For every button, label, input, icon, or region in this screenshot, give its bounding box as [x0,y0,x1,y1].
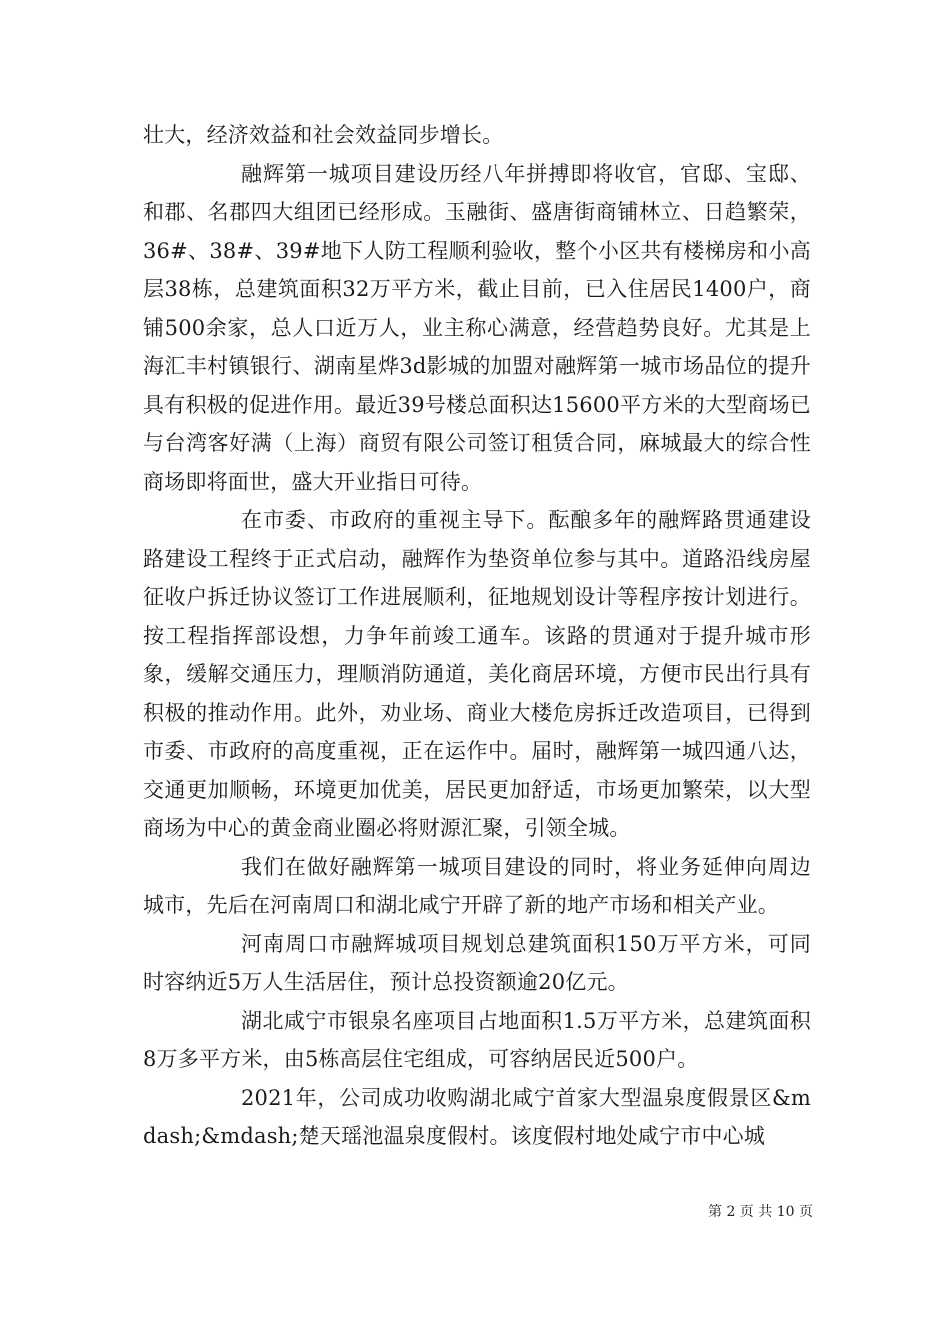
paragraph-1: 壮大，经济效益和社会效益同步增长。 [143,123,504,147]
paragraph-4: 我们在做好融辉第一城项目建设的同时，将业务延伸向周边城市，先后在河南周口和湖北咸宁开辟了新的地产市场和相关产业。 [143,854,811,917]
paragraph-5: 河南周口市融辉城项目规划总建筑面积150万平方米，可同时容纳近5万人生活居住，预计总投资额逾20亿元。 [143,931,811,994]
paragraph-6: 湖北咸宁市银泉名座项目占地面积1.5万平方米，总建筑面积8万多平方米，由5栋高层住宅组成，可容纳居民近500户。 [143,1008,811,1071]
body-text [143,116,811,1156]
paragraph-2: 融辉第一城项目建设历经八年拼搏即将收官，官邸、宝邸、和郡、名郡四大组团已经形成。玉融街、盛唐街商铺林立、日趋繁荣，36#、38#、39#地下人防工程顺利验收，整个小区共有楼梯房和小高层38栋，总建筑面积32万平方米，截止目前，已入住居民1400户，商铺500余家，总人口近万人，业主称心满意，经营趋势良好。尤其是上海汇丰村镇银行、湖南星烨3d影城的加盟对融辉第一城市场品位的提升具有积极的促进作用。最近39号楼总面积达15600平方米的大型商场已与台湾客好满（上海）商贸有限公司签订租赁合同，麻城最大的综合性商场即将面世，盛大开业指日可待。 [143,161,811,494]
paragraph-7: 2021年，公司成功收购湖北咸宁首家大型温泉度假景区&mdash;&mdash;楚天瑶池温泉度假村。该度假村地处咸宁市中心城 [143,1085,811,1148]
page-number-footer: 第 2 页 共 10 页 [708,1204,813,1220]
paragraph-3: 在市委、市政府的重视主导下。酝酿多年的融辉路贯通建设路建设工程终于正式启动，融辉作为垫资单位参与其中。道路沿线房屋征收户拆迁协议签订工作进展顺利，征地规划设计等程序按计划进行。按工程指挥部设想，力争年前竣工通车。该路的贯通对于提升城市形象，缓解交通压力，理顺消防通道，美化商居环境，方便市民出行具有积极的推动作用。此外，劝业场、商业大楼危房拆迁改造项目，已得到市委、市政府的高度重视，正在运作中。届时，融辉第一城四通八达，交通更加顺畅，环境更加优美，居民更加舒适，市场更加繁荣，以大型商场为中心的黄金商业圈必将财源汇聚，引领全城。 [143,508,811,840]
